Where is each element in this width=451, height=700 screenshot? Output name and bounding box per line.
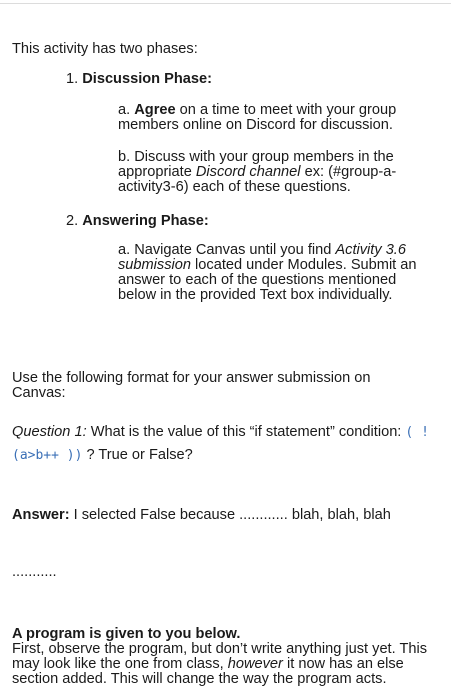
phase-2-number: 2. xyxy=(66,213,79,229)
phase-1-item-b xyxy=(118,150,428,195)
program-section xyxy=(12,626,430,687)
question-text: What is the value of this “if statement” condition: xyxy=(86,424,406,440)
program-description: First, observe the program, but don’t write anything just yet. This may look like the one from class, however it now has an else section added. This will change the way the program acts. xyxy=(12,641,428,687)
phase-2-title: Answering Phase: xyxy=(82,213,209,229)
phase-2-heading xyxy=(66,213,209,229)
item-text-tail: located under Modules. Submit an answer to each of the questions mentioned below in the provided Text box individually. xyxy=(118,257,417,303)
item-label: a. xyxy=(118,242,131,258)
item-label: b. xyxy=(118,149,131,165)
code-snippet: ( !(a>b++ )) xyxy=(12,425,429,463)
item-text-tail: ex: (#group-a-activity3-6) each of these questions. xyxy=(118,164,397,195)
question-label: Question 1: xyxy=(12,424,87,440)
item-text: Navigate Canvas until you find xyxy=(134,242,336,258)
phase-2-item-a xyxy=(118,243,430,303)
question-tail: ? True or False? xyxy=(82,447,193,463)
intro-text: This activity has two phases: xyxy=(12,41,198,57)
activity-emphasis: Activity 3.6 submission xyxy=(118,242,406,273)
agree-emphasis: Agree xyxy=(134,102,176,118)
question-1 xyxy=(12,421,432,467)
format-instructions: Use the following format for your answer submission on Canvas: xyxy=(12,370,371,401)
discord-channel-emphasis: Discord channel xyxy=(195,164,301,180)
item-label: a. xyxy=(118,102,131,118)
phase-1-number: 1. xyxy=(66,71,79,87)
phase-1-item-a xyxy=(118,103,428,133)
program-title: A program is given to you below. xyxy=(12,626,241,642)
phase-1-title: Discussion Phase: xyxy=(82,71,213,87)
answer-text: I selected False because ............ blah, blah, blah xyxy=(69,507,391,523)
answer-example xyxy=(12,507,442,523)
top-divider xyxy=(0,3,451,4)
item-text: Discuss with your group members in the appropriate xyxy=(118,149,394,180)
ellipsis-dots: ........... xyxy=(12,564,57,580)
however-emphasis: however xyxy=(227,656,283,672)
item-text: on a time to meet with your group members online on Discord for discussion. xyxy=(118,102,397,133)
answer-label: Answer: xyxy=(12,507,70,523)
phase-1-heading xyxy=(66,71,212,87)
